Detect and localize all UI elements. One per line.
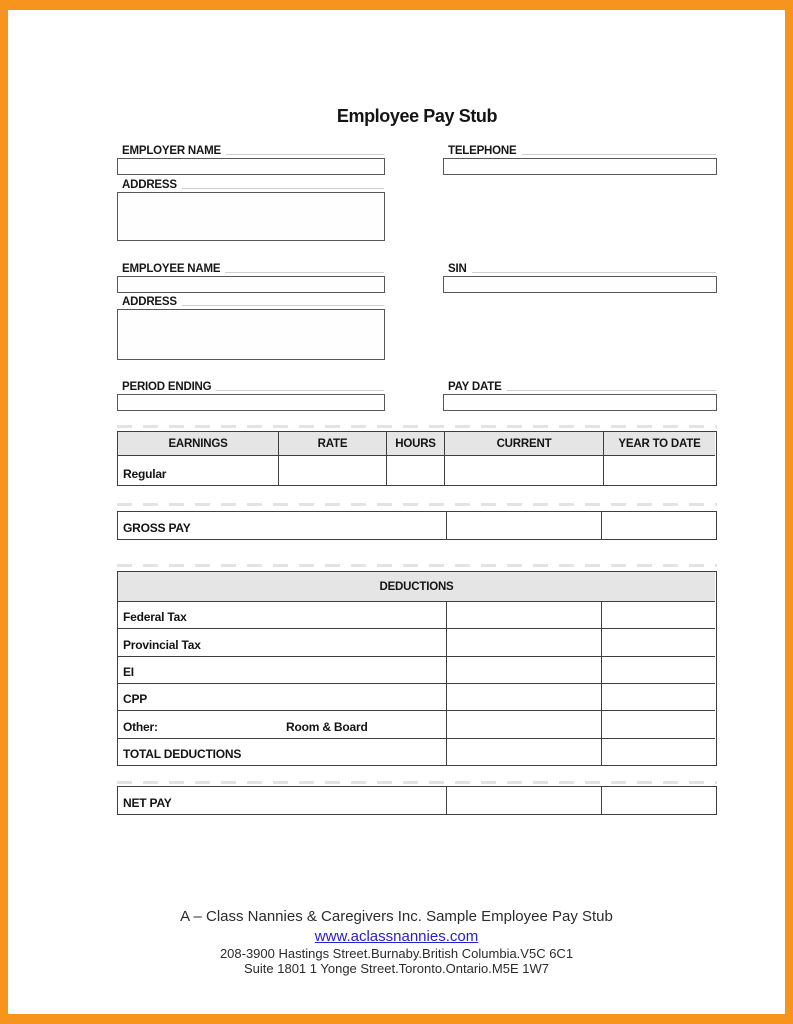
sin-label: SIN xyxy=(443,261,717,275)
page-title: Employee Pay Stub xyxy=(336,106,498,126)
deduction-year-to-date-cell xyxy=(601,601,715,628)
website-link[interactable]: www.aclassnannies.com xyxy=(314,928,479,945)
pay-date-input[interactable] xyxy=(443,394,717,411)
employee-address-input[interactable] xyxy=(117,309,385,360)
footer-address-line-1: 208-3900 Hastings Street.Burnaby.British Columbia.V5C 6C1 xyxy=(219,946,574,961)
footer-company-line: A – Class Nannies & Caregivers Inc. Sample Employee Pay Stub xyxy=(180,908,613,925)
deduction-year-to-date-cell xyxy=(601,738,715,765)
earnings-header-current: CURRENT xyxy=(444,432,603,456)
deduction-other-label: Other: xyxy=(123,719,158,734)
deduction-current-cell xyxy=(446,628,601,655)
gross-pay-row xyxy=(117,511,717,540)
earnings-hours-cell xyxy=(386,456,444,485)
gross-pay-label: GROSS PAY xyxy=(123,521,191,535)
deductions-table xyxy=(117,571,717,766)
scan-artifact-line xyxy=(117,503,717,506)
label-rule xyxy=(182,305,384,306)
label-rule xyxy=(226,154,384,155)
earnings-header-hours: HOURS xyxy=(386,432,444,456)
gross-pay-current-cell xyxy=(446,512,601,539)
net-pay-label: NET PAY xyxy=(123,796,172,810)
deduction-row-label: CPP xyxy=(118,683,446,710)
footer-website-line xyxy=(0,928,793,945)
scan-artifact-line xyxy=(117,564,717,567)
employer-name-label: EMPLOYER NAME xyxy=(117,143,385,157)
label-rule xyxy=(182,188,384,189)
net-pay-row xyxy=(117,786,717,815)
earnings-header-rate: RATE xyxy=(278,432,386,456)
deduction-year-to-date-cell xyxy=(601,628,715,655)
net-pay-year-to-date-cell xyxy=(601,787,715,814)
label-rule xyxy=(522,154,717,155)
earnings-year-to-date-cell xyxy=(603,456,715,485)
employee-name-label: EMPLOYEE NAME xyxy=(117,261,385,275)
deduction-row-label: EI xyxy=(118,656,446,683)
footer-address-line-2: Suite 1801 1 Yonge Street.Toronto.Ontario.M5E 1W7 xyxy=(244,961,549,976)
period-ending-input[interactable] xyxy=(117,394,385,411)
earnings-table xyxy=(117,431,717,486)
scan-artifact-line xyxy=(117,781,717,784)
telephone-label: TELEPHONE xyxy=(443,143,717,157)
earnings-header-year-to-date: YEAR TO DATE xyxy=(603,432,715,456)
employee-name-input[interactable] xyxy=(117,276,385,293)
deduction-current-cell xyxy=(446,683,601,710)
deduction-current-cell xyxy=(446,710,601,737)
employer-name-input[interactable] xyxy=(117,158,385,175)
period-ending-label: PERIOD ENDING xyxy=(117,379,385,393)
gross-pay-year-to-date-cell xyxy=(601,512,715,539)
deduction-row-label xyxy=(118,710,446,737)
sin-input[interactable] xyxy=(443,276,717,293)
label-rule xyxy=(507,390,716,391)
deduction-row-label: Provincial Tax xyxy=(118,628,446,655)
pay-date-label: PAY DATE xyxy=(443,379,717,393)
earnings-header-earnings: EARNINGS xyxy=(118,432,278,456)
earnings-current-cell xyxy=(444,456,603,485)
deduction-year-to-date-cell xyxy=(601,656,715,683)
scan-artifact-line xyxy=(117,425,717,428)
deduction-row-label: Federal Tax xyxy=(118,601,446,628)
deduction-year-to-date-cell xyxy=(601,683,715,710)
telephone-input[interactable] xyxy=(443,158,717,175)
deduction-current-cell xyxy=(446,656,601,683)
deduction-year-to-date-cell xyxy=(601,710,715,737)
employee-address-label: ADDRESS xyxy=(117,294,385,308)
employer-address-label: ADDRESS xyxy=(117,177,385,191)
label-rule xyxy=(216,390,384,391)
label-rule xyxy=(472,272,716,273)
earnings-rate-cell xyxy=(278,456,386,485)
deductions-table-title: DEDUCTIONS xyxy=(118,572,715,601)
net-pay-current-cell xyxy=(446,787,601,814)
deduction-other-sublabel: Room & Board xyxy=(286,719,368,734)
deduction-current-cell xyxy=(446,738,601,765)
earnings-row-label: Regular xyxy=(123,467,167,481)
deduction-row-label: TOTAL DEDUCTIONS xyxy=(118,738,446,765)
deduction-current-cell xyxy=(446,601,601,628)
label-rule xyxy=(225,272,384,273)
employer-address-input[interactable] xyxy=(117,192,385,241)
